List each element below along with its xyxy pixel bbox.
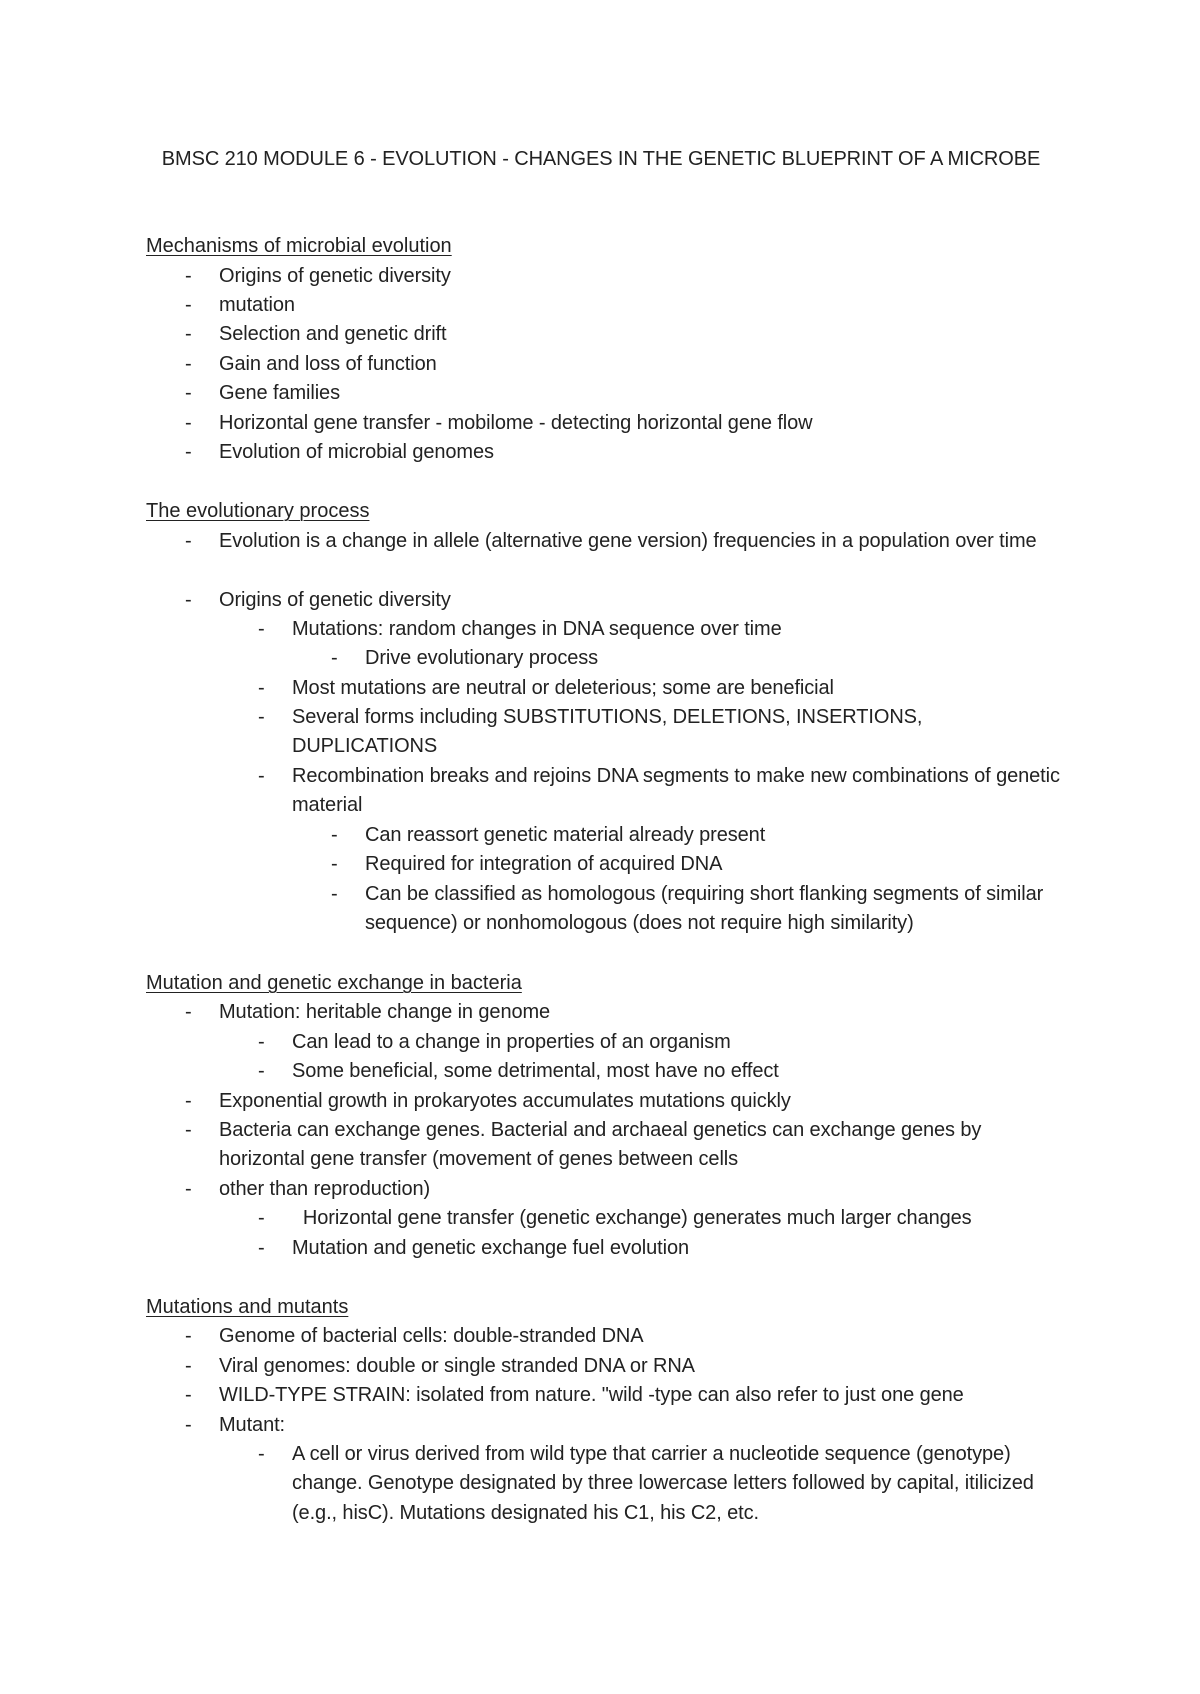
- list-item: - Can be classified as homologous (requiring short flanking segments of similar sequence) or nonhomologous (does not require high similarity): [331, 883, 1044, 935]
- section-heading: Mutation and genetic exchange in bacteria: [146, 972, 522, 994]
- list-item: - A cell or virus derived from wild type that carrier a nucleotide sequence (genotype) change. Genotype designated by three lowercase letters followed by capital, itilicized (e.g., hisC). Mutations designated his C1, his C2, etc.: [258, 1443, 1034, 1524]
- list-item: - Horizontal gene transfer (genetic exchange) generates much larger changes: [258, 1207, 972, 1229]
- list-item: - Recombination breaks and rejoins DNA segments to make new combinations of genetic material: [258, 765, 1060, 817]
- list-item: - Gene families: [185, 382, 340, 404]
- list-item: - Some beneficial, some detrimental, most have no effect: [258, 1060, 779, 1082]
- list-item: - Several forms including SUBSTITUTIONS, DELETIONS, INSERTIONS, DUPLICATIONS: [258, 706, 923, 758]
- list-item: - Bacteria can exchange genes. Bacterial and archaeal genetics can exchange genes by horizontal gene transfer (movement of genes between cells: [185, 1119, 982, 1171]
- list-item: - Origins of genetic diversity: [185, 265, 451, 287]
- list-item: - Mutant:: [185, 1414, 285, 1436]
- section-heading: Mechanisms of microbial evolution: [146, 235, 452, 257]
- list-item: - Drive evolutionary process: [331, 647, 599, 669]
- list-item: - Origins of genetic diversity: [185, 589, 451, 611]
- list-item: - Evolution of microbial genomes: [185, 441, 494, 463]
- list-item: - Most mutations are neutral or deleterious; some are beneficial: [258, 677, 834, 699]
- list-item: - Mutation and genetic exchange fuel evolution: [258, 1237, 689, 1259]
- section-heading: The evolutionary process: [146, 500, 370, 522]
- list-item: - Horizontal gene transfer - mobilome - detecting horizontal gene flow: [185, 412, 813, 434]
- list-item: - Selection and genetic drift: [185, 323, 447, 345]
- section-heading: Mutations and mutants: [146, 1296, 349, 1318]
- list-item: - Mutation: heritable change in genome: [185, 1001, 551, 1023]
- list-item: - Evolution is a change in allele (alternative gene version) frequencies in a population over time: [185, 530, 1037, 552]
- list-item: - Genome of bacterial cells: double-stranded DNA: [185, 1325, 644, 1347]
- list-item: - Exponential growth in prokaryotes accumulates mutations quickly: [185, 1090, 791, 1112]
- list-item: - Viral genomes: double or single stranded DNA or RNA: [185, 1355, 695, 1377]
- list-item: - Can reassort genetic material already present: [331, 824, 766, 846]
- list-item: - Mutations: random changes in DNA sequence over time: [258, 618, 782, 640]
- list-item: - WILD-TYPE STRAIN: isolated from nature. "wild -type can also refer to just one gene: [185, 1384, 964, 1406]
- list-item: - mutation: [185, 294, 295, 316]
- list-item: - Required for integration of acquired DNA: [331, 853, 723, 875]
- document-title: BMSC 210 MODULE 6 - EVOLUTION - CHANGES IN THE GENETIC BLUEPRINT OF A MICROBE: [161, 148, 1041, 170]
- list-item: - other than reproduction): [185, 1178, 431, 1200]
- list-item: - Can lead to a change in properties of an organism: [258, 1031, 731, 1053]
- list-item: - Gain and loss of function: [185, 353, 437, 375]
